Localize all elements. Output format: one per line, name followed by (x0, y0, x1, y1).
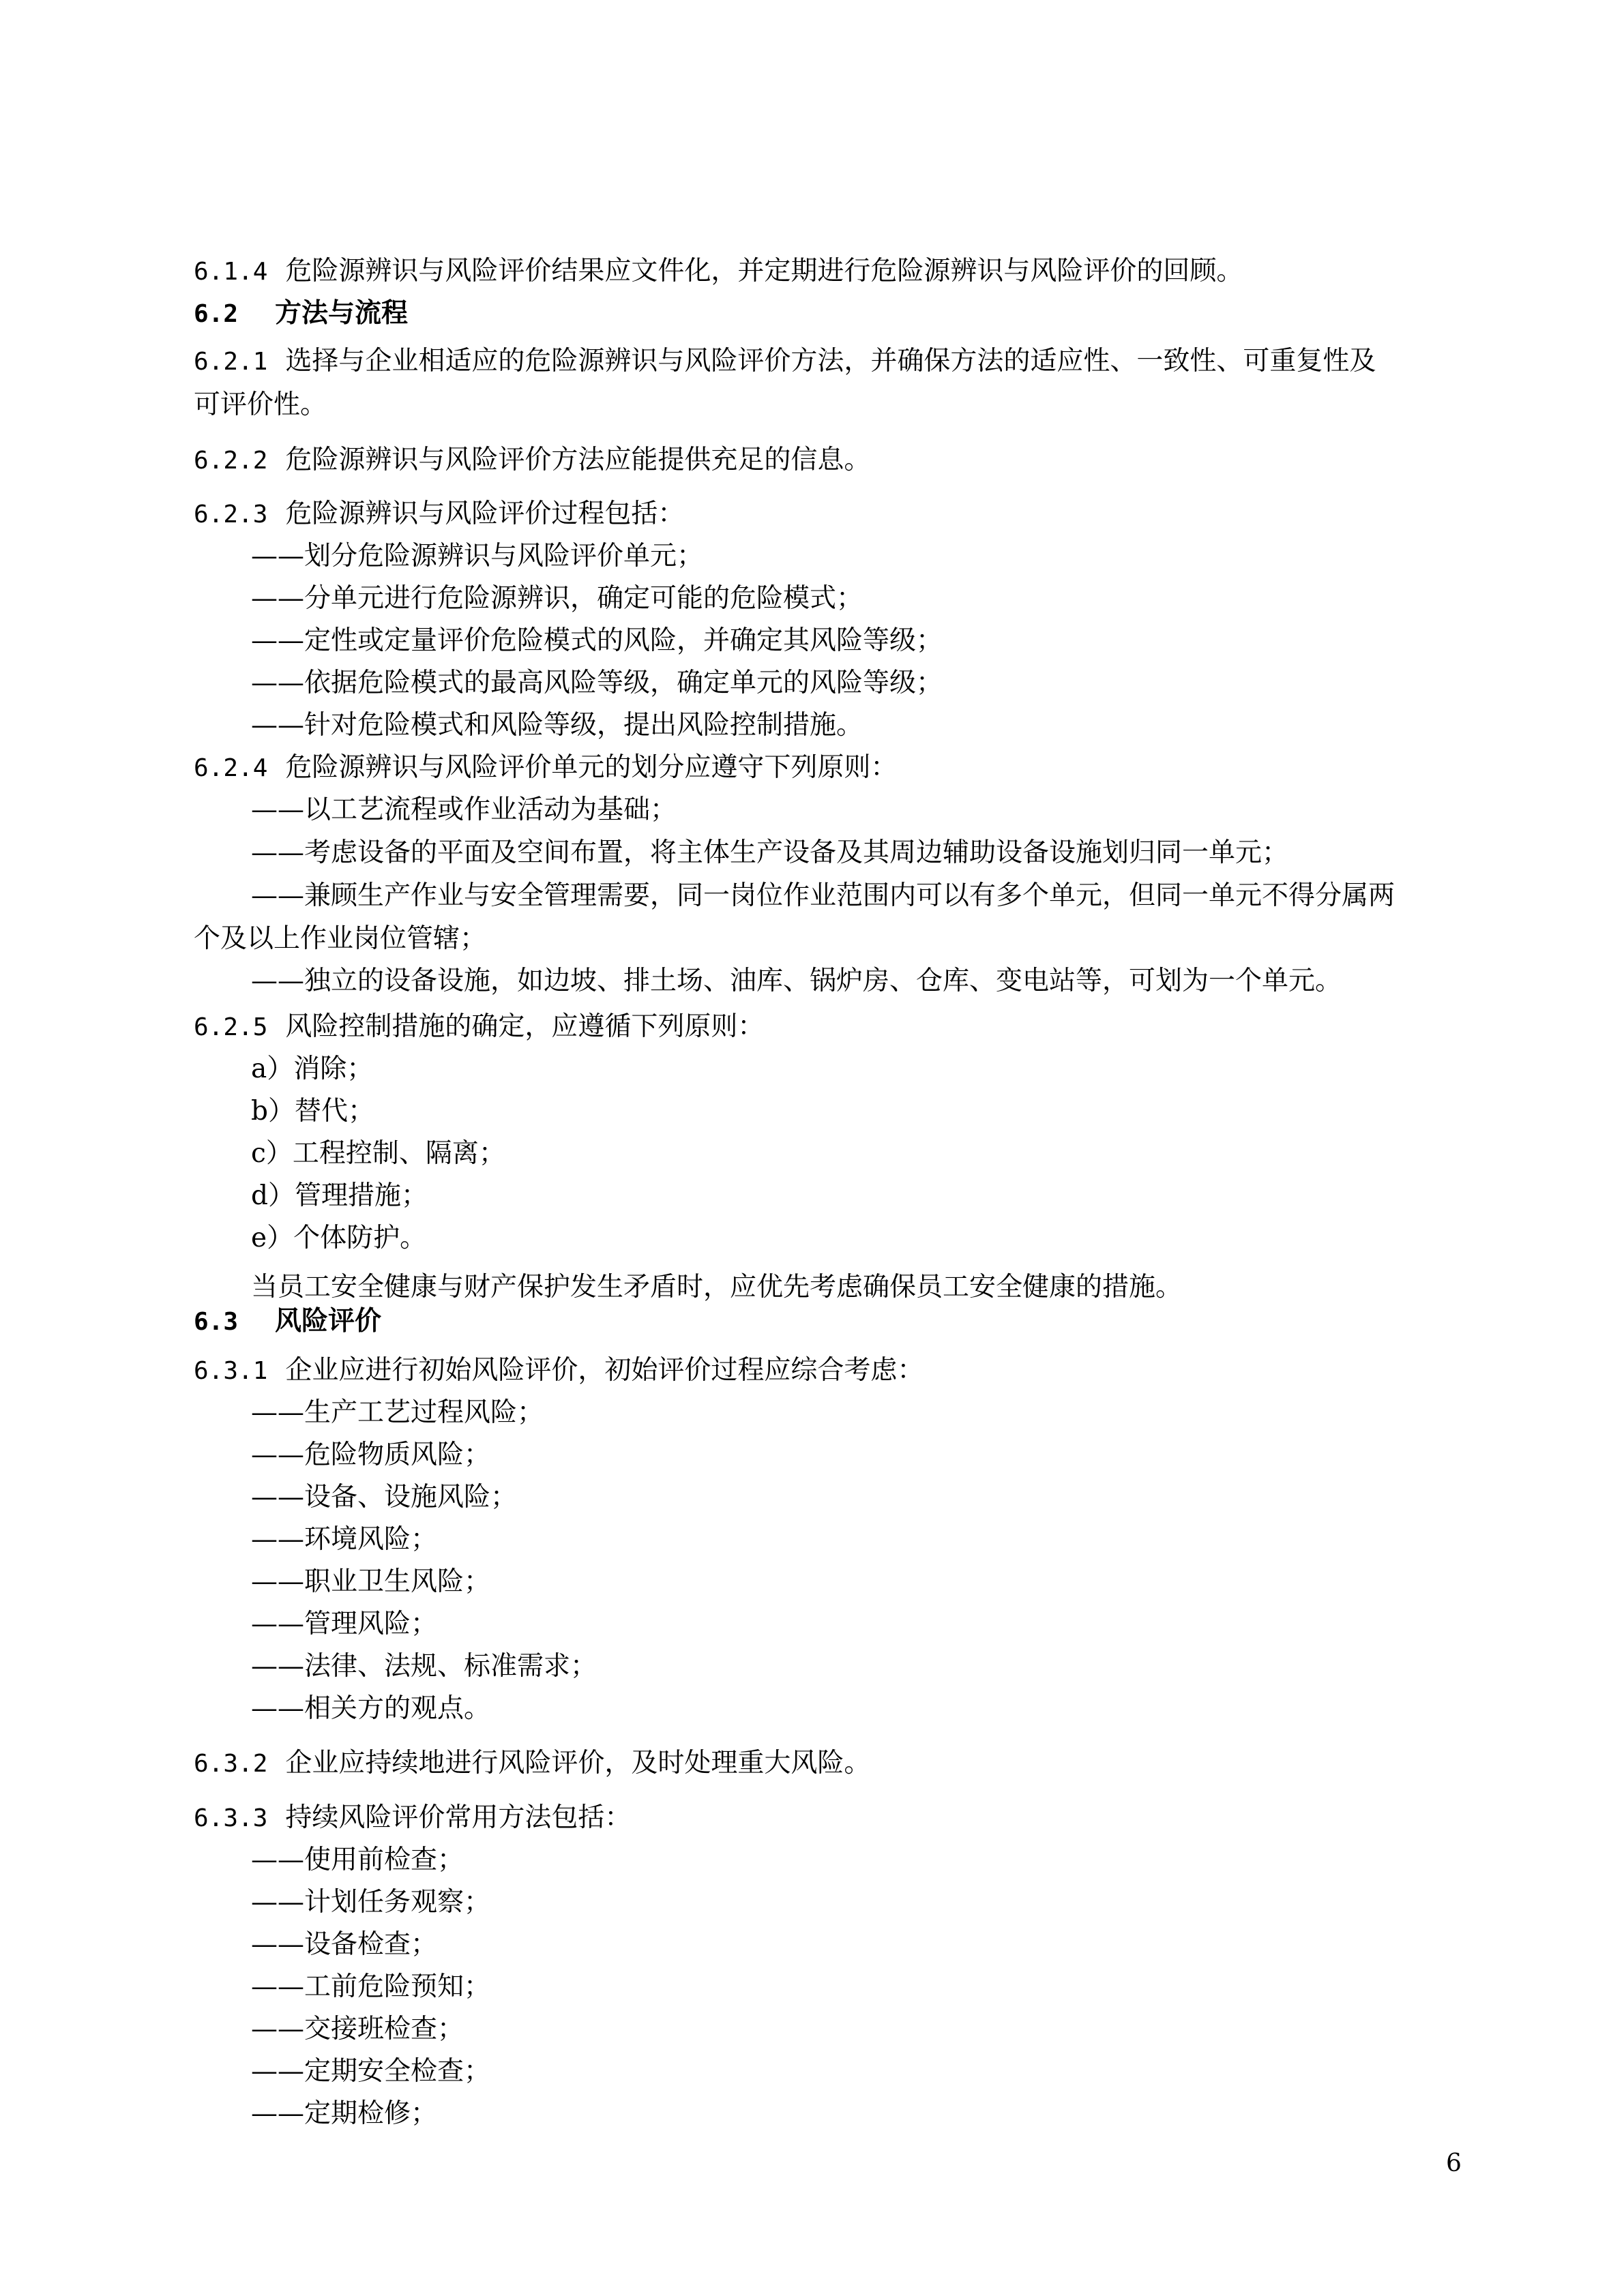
clause-number: 6.2.3 (194, 501, 268, 528)
list-item: ——法律、法规、标准需求； (251, 1651, 597, 1682)
clause-6-3-1 (194, 1357, 924, 1384)
clause-note: 当员工安全健康与财产保护发生矛盾时，应优先考虑确保员工安全健康的措施。 (251, 1272, 1183, 1302)
list-item: ——划分危险源辨识与风险评价单元； (251, 541, 704, 571)
clause-text: 危险源辨识与风险评价结果应文件化，并定期进行危险源辨识与风险评价的回顾。 (285, 256, 1243, 286)
list-item: ——依据危险模式的最高风险等级，确定单元的风险等级； (251, 668, 943, 698)
list-item: ——计划任务观察； (251, 1887, 491, 1918)
list-item: ——定性或定量评价危险模式的风险，并确定其风险等级； (251, 625, 943, 656)
list-item: ——设备、设施风险； (251, 1482, 518, 1512)
list-item: ——环境风险； (251, 1524, 438, 1555)
section-title: 风险评价 (275, 1306, 382, 1337)
section-heading-6-3 (194, 1308, 381, 1335)
clause-text: 危险源辨识与风险评价过程包括： (285, 498, 685, 529)
clause-6-2-1 (194, 348, 1376, 374)
list-item: ——生产工艺过程风险； (251, 1397, 544, 1428)
clause-text: 企业应进行初始风险评价，初始评价过程应综合考虑： (285, 1355, 924, 1386)
clause-6-2-3 (194, 498, 685, 529)
list-item: ——分单元进行危险源辨识，确定可能的危险模式； (251, 583, 863, 614)
list-item: b）替代； (251, 1096, 374, 1127)
list-item: e）个体防护。 (251, 1223, 427, 1253)
clause-text: 危险源辨识与风险评价方法应能提供充足的信息。 (285, 445, 871, 475)
clause-number: 6.2.4 (194, 754, 268, 782)
list-item: ——交接班检查； (251, 2014, 464, 2044)
clause-text: 持续风险评价常用方法包括： (285, 1802, 632, 1833)
section-heading-6-2 (194, 300, 408, 327)
section-number: 6.3 (194, 1308, 239, 1336)
clause-number: 6.2.5 (194, 1013, 268, 1041)
clause-number: 6.3.1 (194, 1357, 268, 1385)
list-item: ——定期检修； (251, 2098, 438, 2129)
clause-text: 风险控制措施的确定，应遵循下列原则： (285, 1011, 765, 1042)
clause-6-2-5 (194, 1013, 764, 1040)
clause-6-3-3 (194, 1804, 631, 1831)
section-number: 6.2 (194, 300, 239, 328)
list-item: ——工前危险预知； (251, 1971, 491, 2002)
clause-number: 6.2.1 (194, 348, 268, 376)
list-item: ——针对危险模式和风险等级，提出风险控制措施。 (251, 710, 863, 741)
clause-6-3-2 (194, 1750, 870, 1776)
page-number: 6 (1446, 2149, 1462, 2177)
clause-number: 6.1.4 (194, 258, 268, 286)
list-item: c）工程控制、隔离； (251, 1138, 505, 1169)
clause-6-1-4 (194, 258, 1243, 284)
clause-6-2-4 (194, 754, 897, 781)
list-item: ——职业卫生风险； (251, 1566, 491, 1597)
section-title: 方法与流程 (275, 298, 409, 329)
list-item: ——管理风险； (251, 1609, 438, 1639)
clause-number: 6.3.3 (194, 1804, 268, 1832)
clause-number: 6.2.2 (194, 447, 268, 475)
list-item: ——考虑设备的平面及空间布置，将主体生产设备及其周边辅助设备设施划归同一单元； (251, 837, 1289, 868)
list-item: ——以工艺流程或作业活动为基础； (251, 794, 677, 825)
clause-number: 6.3.2 (194, 1750, 268, 1778)
clause-text: 选择与企业相适应的危险源辨识与风险评价方法，并确保方法的适应性、一致性、可重复性及 (285, 346, 1376, 376)
list-item: ——定期安全检查； (251, 2056, 491, 2087)
clause-6-2-2 (194, 447, 870, 473)
clause-continuation: 可评价性。 (194, 389, 327, 420)
list-item: ——独立的设备设施，如边坡、排土场、油库、锅炉房、仓库、变电站等，可划为一个单元。 (251, 966, 1342, 996)
list-item: ——危险物质风险； (251, 1440, 491, 1470)
list-item: ——相关方的观点。 (251, 1693, 491, 1724)
clause-text: 企业应持续地进行风险评价，及时处理重大风险。 (285, 1748, 871, 1778)
list-item: ——兼顾生产作业与安全管理需要，同一岗位作业范围内可以有多个单元，但同一单元不得分属两 (251, 880, 1396, 911)
list-item: ——使用前检查； (251, 1845, 464, 1875)
list-item: d）管理措施； (251, 1180, 428, 1211)
list-item: a）消除； (251, 1054, 374, 1084)
clause-text: 危险源辨识与风险评价单元的划分应遵守下列原则： (285, 752, 898, 783)
list-item: ——设备检查； (251, 1929, 438, 1960)
list-item-continuation: 个及以上作业岗位管辖； (194, 923, 487, 954)
